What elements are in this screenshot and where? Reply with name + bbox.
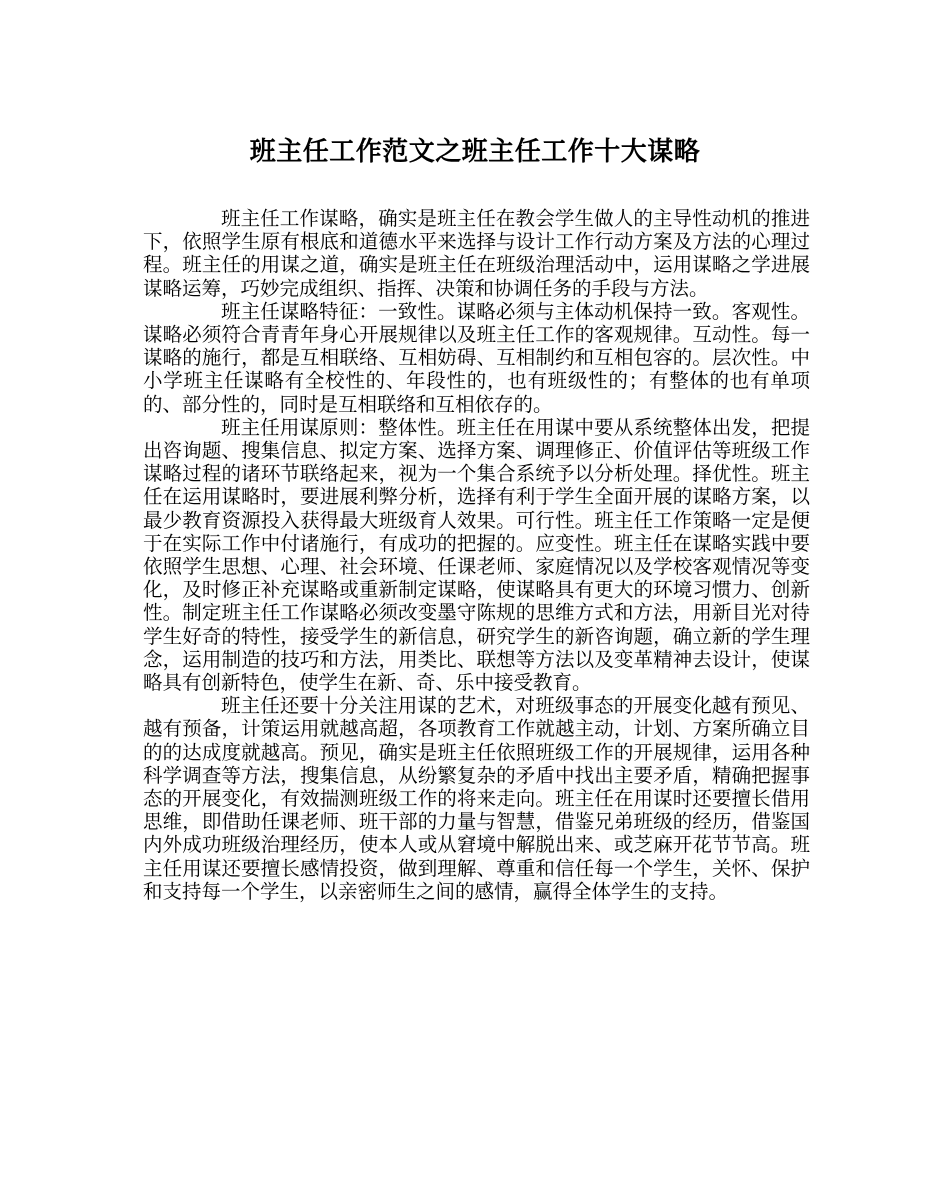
paragraph-3: 班主任用谋原则：整体性。班主任在用谋中要从系统整体出发，把提出咨询题、搜集信息、拟定方案、选择方案、调理修正、价值评估等班级工作谋略过程的诸环节联络起来，视为一个集合系统予以分析处理。择优性。班主任在运用谋略时，要进展利弊分析，选择有利于学生全面开展的谋略方案，以最少教育资源投入获得最大班级育人效果。可行性。班主任工作策略一定是便于在实际工作中付诸施行，有成功的把握的。应变性。班主任在谋略实践中要依照学生思想、心理、社会环境、任课老师、家庭情况以及学校客观情况等变化，及时修正补充谋略或重新制定谋略，使谋略具有更大的环境习惯力、创新性。制定班主任工作谋略必须改变墨守陈规的思维方式和方法，用新目光对待学生好奇的特性，接受学生的新信息，研究学生的新咨询题，确立新的学生理念，运用制造的技巧和方法，用类比、联想等方法以及变革精神去设计，使谋略具有创新特色，使学生在新、奇、乐中接受教育。	[143, 415, 810, 695]
paragraph-4: 班主任还要十分关注用谋的艺术，对班级事态的开展变化越有预见、越有预备，计策运用就越高超，各项教育工作就越主动，计划、方案所确立目的的达成度就越高。预见，确实是班主任依照班级工作的开展规律，运用各种科学调查等方法，搜集信息，从纷繁复杂的矛盾中找出主要矛盾，精确把握事态的开展变化，有效揣测班级工作的将来走向。班主任在用谋时还要擅长借用思维，即借助任课老师、班干部的力量与智慧，借鉴兄弟班级的经历，借鉴国内外成功班级治理经历，使本人或从窘境中解脱出来、或芝麻开花节节高。班主任用谋还要擅长感情投资，做到理解、尊重和信任每一个学生，关怀、保护和支持每一个学生，以亲密师生之间的感情，赢得全体学生的支持。	[143, 694, 810, 903]
paragraph-1: 班主任工作谋略，确实是班主任在教会学生做人的主导性动机的推进下，依照学生原有根底和道德水平来选择与设计工作行动方案及方法的心理过程。班主任的用谋之道，确实是班主任在班级治理活动中，运用谋略之学进展谋略运筹，巧妙完成组织、指挥、决策和协调任务的手段与方法。	[143, 207, 810, 300]
document-title: 班主任工作范文之班主任工作十大谋略	[249, 137, 701, 167]
document-body	[143, 207, 810, 903]
paragraph-2: 班主任谋略特征：一致性。谋略必须与主体动机保持一致。客观性。谋略必须符合青青年身心开展规律以及班主任工作的客观规律。互动性。每一谋略的施行，都是互相联络、互相妨碍、互相制约和互相包容的。层次性。中小学班主任谋略有全校性的、年段性的，也有班级性的；有整体的也有单项的、部分性的，同时是互相联络和互相依存的。	[143, 299, 810, 416]
